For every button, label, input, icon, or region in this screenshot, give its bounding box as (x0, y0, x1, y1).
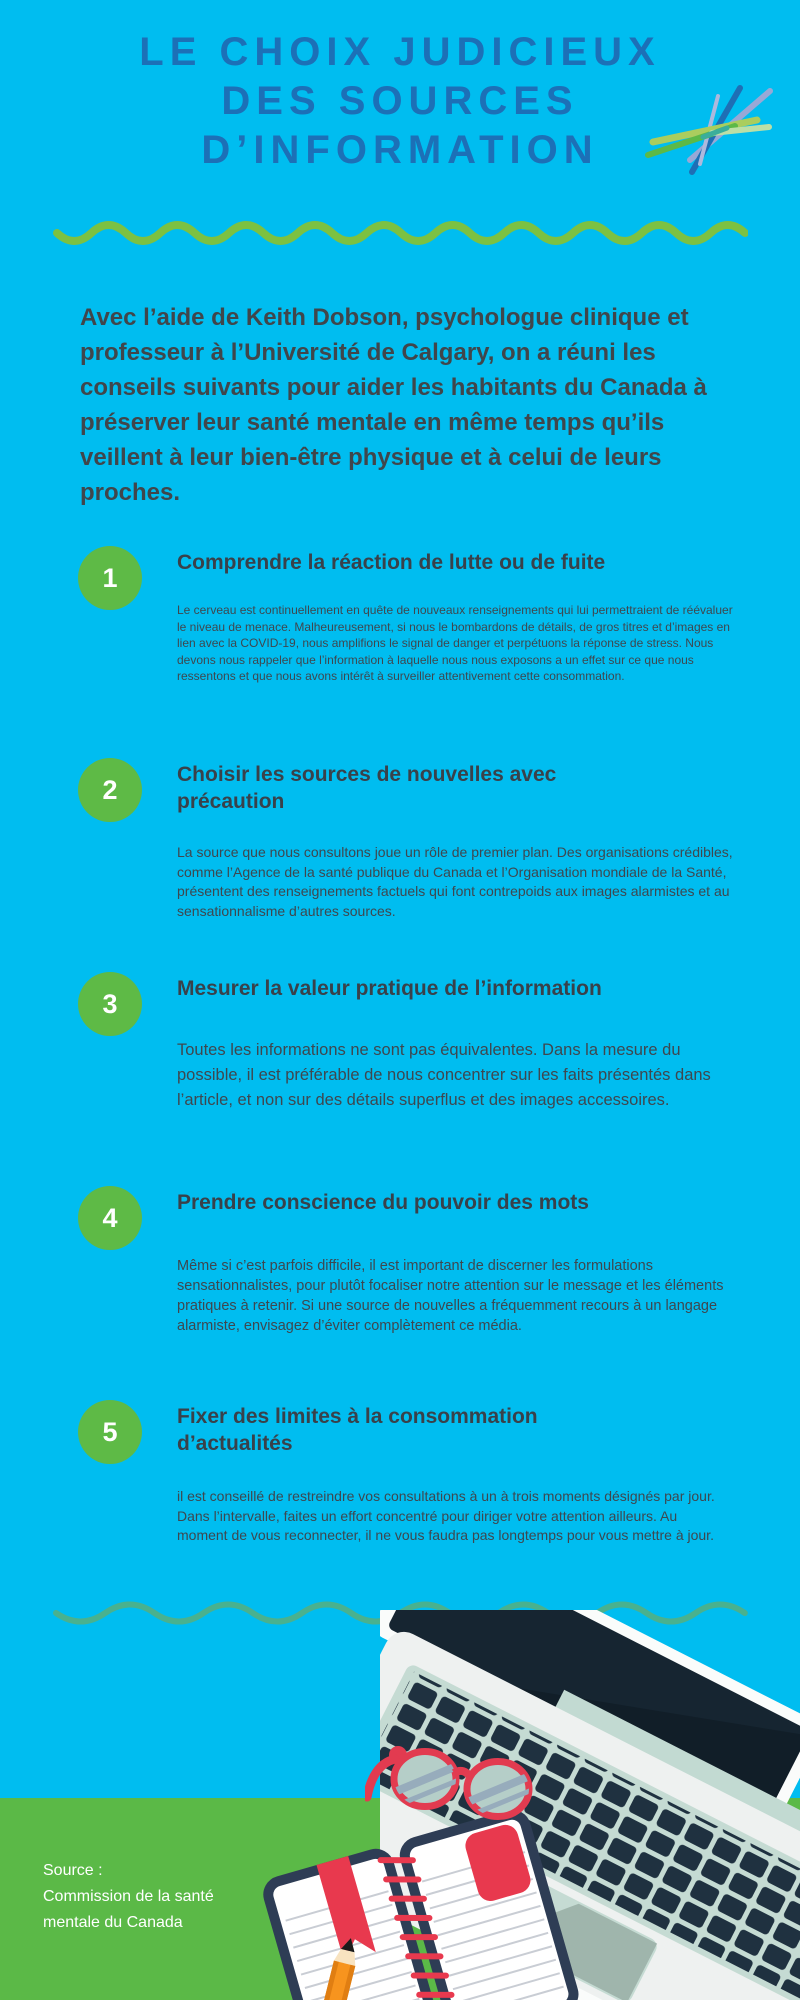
tip-number-badge: 3 (78, 972, 142, 1036)
tip-number-badge: 4 (78, 1186, 142, 1250)
title-line-3: D’INFORMATION (201, 128, 599, 172)
dragonfly-icon (645, 78, 795, 186)
tip-title: Choisir les sources de nouvelles avec précaution (177, 763, 557, 813)
tip-title: Prendre conscience du pouvoir des mots (177, 1191, 589, 1214)
tip-text-block (177, 761, 752, 921)
tip-number-badge: 2 (78, 758, 142, 822)
tip-title: Comprendre la réaction de lutte ou de fuite (177, 551, 606, 574)
source-label: Source : (43, 1862, 103, 1879)
tip-text-block (177, 549, 752, 685)
tip-text-block (177, 1403, 752, 1546)
tip-body: Le cerveau est continuellement en quête de nouveaux renseignements qui lui permettraient de réévaluer le niveau de menace. Malheureusement, si nous le bombardons de détails, de gros titres et d’images en lien avec la COVID-19, nous amplifions le signal de danger et perpétuons la réponse de stress. Nous devons nous rappeler que l’information à laquelle nous nous exposons a un effet sur ce que nous ressentons et que nous avons intérêt à surveiller attentivement cette consommation. (177, 603, 733, 683)
tip-text-block (177, 975, 752, 1113)
tip-number-badge: 5 (78, 1400, 142, 1464)
tip-number-badge: 1 (78, 546, 142, 610)
title-line-1: LE CHOIX JUDICIEUX (139, 30, 661, 74)
tip-body: Même si c’est parfois difficile, il est important de discerner les formulations sensationnalistes, pour plutôt focaliser notre attention sur le message et les éléments pratiques à retenir. Si une source de nouvelles a fréquemment recours à un langage alarmiste, envisagez d’éviter complètement ce média. (177, 1258, 724, 1334)
wave-divider-top-icon (52, 220, 748, 256)
tip-body: il est conseillé de restreindre vos consultations à un à trois moments désignés par jour. Dans l’intervalle, faites un effort concentré pour diriger votre attention ailleurs. Au moment de vous reconnecter, il ne vous faudra pas longtemps pour vous mettre à jour. (177, 1488, 715, 1543)
intro-paragraph: Avec l’aide de Keith Dobson, psychologue clinique et professeur à l’Université de Calgary, on a réuni les conseils suivants pour aider les habitants du Canada à préserver leur santé mentale en même temps qu’ils veillent à leur bien-être physique et à celui de leurs proches. (80, 304, 707, 506)
tip-title: Mesurer la valeur pratique de l’information (177, 977, 602, 1000)
tip-body: La source que nous consultons joue un rôle de premier plan. Des organisations crédibles, comme l’Agence de la santé publique du Canada et l’Organisation mondiale de la Santé, présentent des renseignements factuels qui font contrepoids aux images alarmistes et au sensationnalisme d’autres sources. (177, 844, 733, 919)
tip-title: Fixer des limites à la consommation d’actualités (177, 1405, 538, 1455)
glasses-icon (365, 1733, 540, 1825)
source-org-line-2: mentale du Canada (43, 1914, 183, 1931)
tip-body: Toutes les informations ne sont pas équivalentes. Dans la mesure du possible, il est préférable de nous concentrer sur les faits présentés dans l’article, et non sur des détails superflus et des images accessoires. (177, 1041, 711, 1109)
title-line-2: DES SOURCES (221, 79, 579, 123)
source-org-line-1: Commission de la santé (43, 1888, 214, 1905)
pencil-icon (318, 1938, 408, 2000)
source-attribution (43, 1858, 214, 1936)
tip-text-block (177, 1189, 752, 1336)
